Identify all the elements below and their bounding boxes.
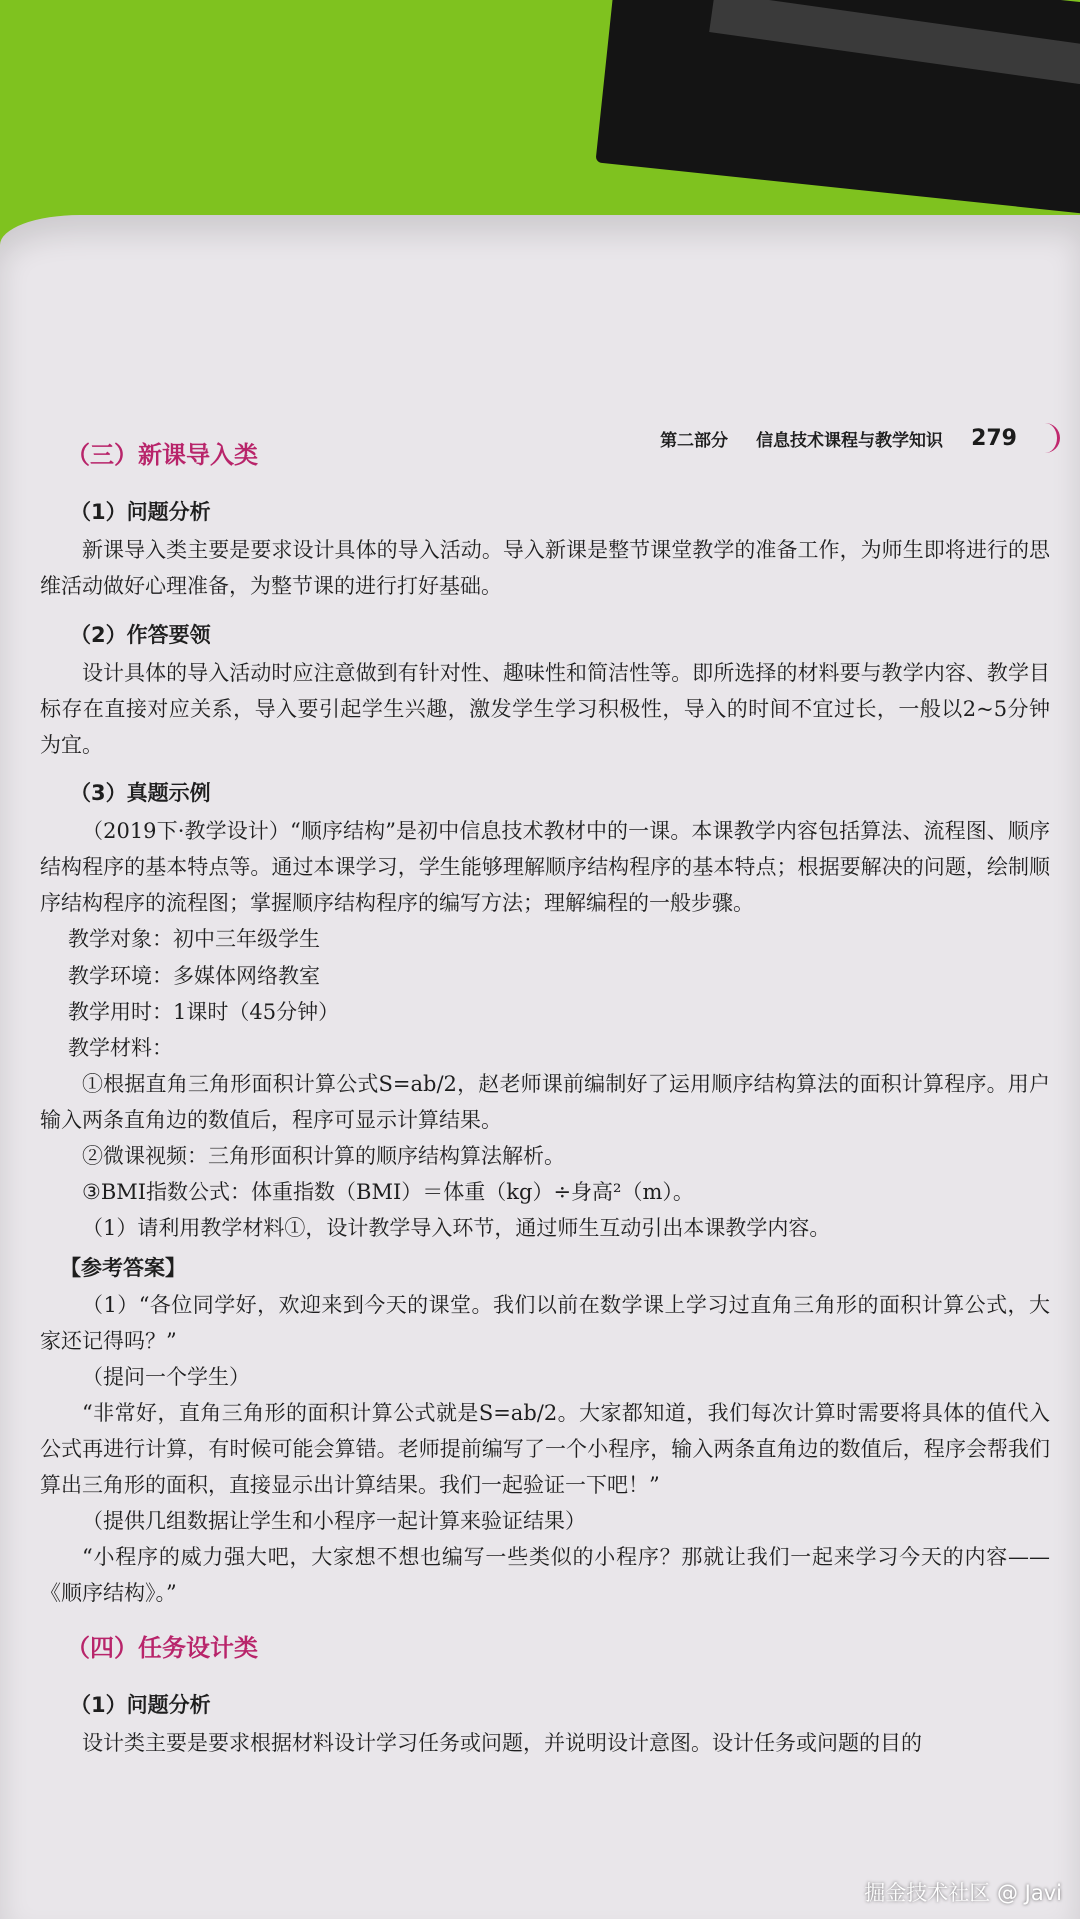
page-content [40, 435, 1050, 1761]
answer-paragraph-4: （提供几组数据让学生和小程序一起计算来验证结果） [82, 1509, 586, 1534]
sub-heading-answer-tips: （2）作答要领 [70, 622, 211, 647]
page-number: 279 [971, 425, 1017, 451]
sub-heading-analysis: （1）问题分析 [70, 500, 211, 525]
reference-answer-label: 【参考答案】 [60, 1255, 186, 1281]
question-1: （1）请利用教学材料①，设计教学导入环节，通过师生互动引出本课教学内容。 [82, 1216, 831, 1241]
answer-paragraph-3: “非常好，直角三角形的面积计算公式就是S=ab/2。大家都知道，我们每次计算时需要将具体的值代入公式再进行计算，有时候可能会算错。老师提前编写了一个小程序，输入两条直角边的数值后，程序会帮我们算出三角形的面积，直接显示出计算结果。我们一起验证一下吧！” [40, 1400, 1050, 1498]
example-paragraph: （2019下·教学设计）“顺序结构”是初中信息技术教材中的一课。本课教学内容包括算法、流程图、顺序结构程序的基本特点等。通过本课学习，学生能够理解顺序结构程序的基本特点；根据要解决的问题，绘制顺序结构程序的流程图；掌握顺序结构程序的编写方法；理解编程的一般步骤。 [40, 819, 1050, 916]
analysis-paragraph: 新课导入类主要是要求设计具体的导入活动。导入新课是整节课堂教学的准备工作，为师生即将进行的思维活动做好心理准备，为整节课的进行打好基础。 [40, 538, 1050, 599]
section-3-title: （三）新课导入类 [66, 441, 258, 469]
answer-tips-paragraph: 设计具体的导入活动时应注意做到有针对性、趣味性和简洁性等。即所选择的材料要与教学内容、教学目标存在直接对应关系，导入要引起学生兴趣，激发学生学习积极性，导入的时间不宜过长，一般以2~5分钟为宜。 [40, 660, 1050, 757]
section-4-paragraph: 设计类主要是要求根据材料设计学习任务或问题，并说明设计意图。设计任务或问题的目的 [82, 1730, 922, 1755]
section-4-title: （四）任务设计类 [66, 1633, 258, 1662]
section-4-sub-heading: （1）问题分析 [70, 1692, 211, 1717]
answer-paragraph-2: （提问一个学生） [82, 1364, 250, 1389]
material-3: ③BMI指数公式：体重指数（BMI）＝体重（kg）÷身高²（m）。 [82, 1180, 694, 1205]
materials-label: 教学材料： [68, 1035, 173, 1060]
material-1: ①根据直角三角形面积计算公式S=ab/2，赵老师课前编制好了运用顺序结构算法的面积计算程序。用户输入两条直角边的数值后，程序可显示计算结果。 [40, 1071, 1050, 1133]
header-section: 信息技术课程与教学知识 [756, 430, 944, 451]
teaching-environment: 教学环境：多媒体网络教室 [68, 963, 320, 988]
sub-heading-example: （3）真题示例 [70, 781, 211, 806]
answer-paragraph-5: “小程序的威力强大吧，大家想不想也编写一些类似的小程序？那就让我们一起来学习今天的内容——《顺序结构》。” [40, 1545, 1050, 1606]
header-part: 第二部分 [660, 430, 729, 451]
teaching-target: 教学对象：初中三年级学生 [68, 927, 320, 952]
material-2: ②微课视频：三角形面积计算的顺序结构算法解析。 [82, 1144, 565, 1169]
teaching-duration: 教学用时：1课时（45分钟） [68, 999, 340, 1024]
watermark: 掘金技术社区 @ Javi [864, 1881, 1062, 1905]
answer-paragraph-1: （1）“各位同学好，欢迎来到今天的课堂。我们以前在数学课上学习过直角三角形的面积计算公式，大家还记得吗？” [40, 1292, 1050, 1353]
